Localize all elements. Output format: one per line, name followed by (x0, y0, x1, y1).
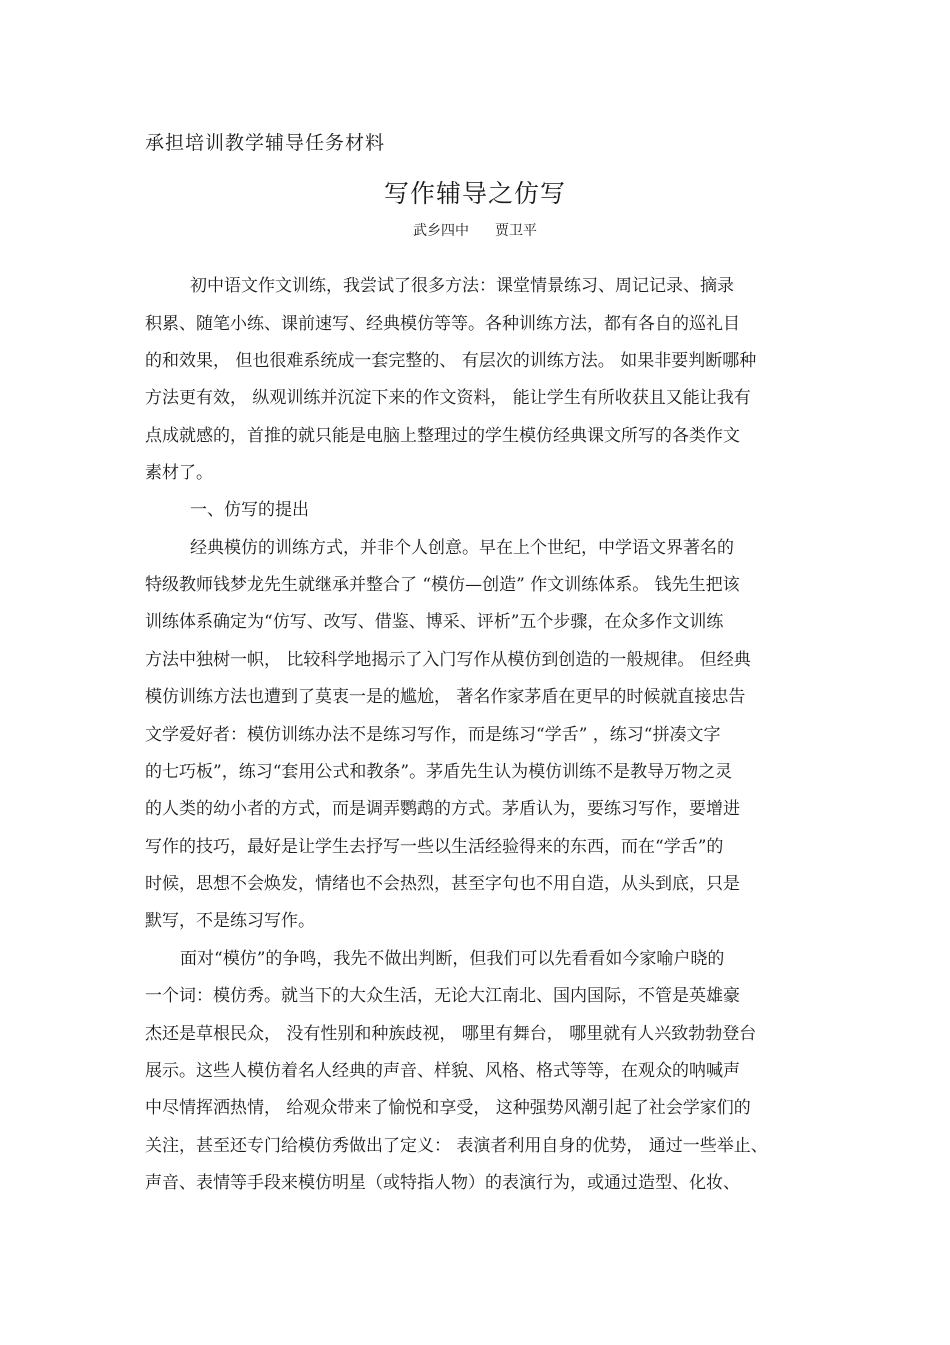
body-line: 一个词：模仿秀。就当下的大众生活，无论大江南北、国内国际，不管是英雄豪 (145, 986, 740, 1006)
body-line: 初中语文作文训练，我尝试了很多方法：课堂情景练习、周记记录、摘录 (190, 276, 734, 296)
body-line: 写作的技巧，最好是让学生去抒写一些以生活经验得来的东西，而在“学舌”的 (145, 837, 724, 857)
body-line: 的和效果， 但也很难系统成一套完整的、 有层次的训练方法。 如果非要判断哪种 (145, 351, 757, 371)
body-line: 面对“模仿”的争鸣，我先不做出判断，但我们可以先看看如今家喻户晓的 (180, 949, 725, 969)
body-line: 中尽情挥洒热情， 给观众带来了愉悦和享受， 这种强势风潮引起了社会学家们的 (145, 1098, 751, 1118)
body-line: 经典模仿的训练方式，并非个人创意。早在上个世纪，中学语文界著名的 (190, 538, 734, 558)
byline-author: 贾卫平 (495, 223, 537, 239)
body-line: 关注，甚至还专门给模仿秀做出了定义： 表演者利用自身的优势， 通过一些举止、 (145, 1136, 768, 1156)
body-line: 展示。这些人模仿着名人经典的声音、样貌、风格、格式等等，在观众的呐喊声 (145, 1061, 740, 1081)
body-line: 特级教师钱梦龙先生就继承并整合了 “模仿—创造” 作文训练体系。 钱先生把该 (145, 575, 740, 595)
section-heading: 一、仿写的提出 (190, 500, 309, 520)
body-line: 声音、表情等手段来模仿明星（或特指人物）的表演行为，或通过造型、化妆、 (145, 1173, 740, 1193)
body-line: 杰还是草根民众， 没有性别和种族歧视， 哪里有舞台， 哪里就有人兴致勃勃登台 (145, 1024, 757, 1044)
body-line: 模仿训练方法也遭到了莫衷一是的尴尬， 著名作家茅盾在更早的时候就直接忠告 (145, 687, 746, 707)
body-line: 方法更有效， 纵观训练并沉淀下来的作文资料， 能让学生有所收获且又能让我有 (145, 388, 751, 408)
body-line: 时候，思想不会焕发，情绪也不会热烈，甚至字句也不用自造，从头到底，只是 (145, 874, 740, 894)
byline-school: 武乡四中 (413, 223, 469, 239)
body-line: 文学爱好者：模仿训练办法不是练习写作，而是练习“学舌” ，练习“拼凑文字 (145, 725, 721, 745)
document-title: 写作辅导之仿写 (383, 179, 566, 208)
body-line: 素材了。 (145, 463, 213, 483)
body-line: 的人类的幼小者的方式，而是调弄鹦鹉的方式。茅盾认为，要练习写作，要增进 (145, 799, 740, 819)
byline (0, 220, 950, 240)
body-line: 训练体系确定为“仿写、改写、借鉴、博采、评析”五个步骤，在众多作文训练 (145, 612, 724, 632)
body-line: 点成就感的，首推的就只能是电脑上整理过的学生模仿经典课文所写的各类作文 (145, 426, 740, 446)
header-note: 承担培训教学辅导任务材料 (145, 132, 386, 154)
body-line: 默写，不是练习写作。 (145, 911, 315, 931)
body-line: 积累、随笔小练、课前速写、经典模仿等等。各种训练方法，都有各自的巡礼目 (145, 314, 740, 334)
body-line: 方法中独树一帜， 比较科学地揭示了入门写作从模仿到创造的一般规律。 但经典 (145, 650, 751, 670)
body-line: 的七巧板”，练习“套用公式和教条”。茅盾先生认为模仿训练不是教导万物之灵 (145, 762, 733, 782)
